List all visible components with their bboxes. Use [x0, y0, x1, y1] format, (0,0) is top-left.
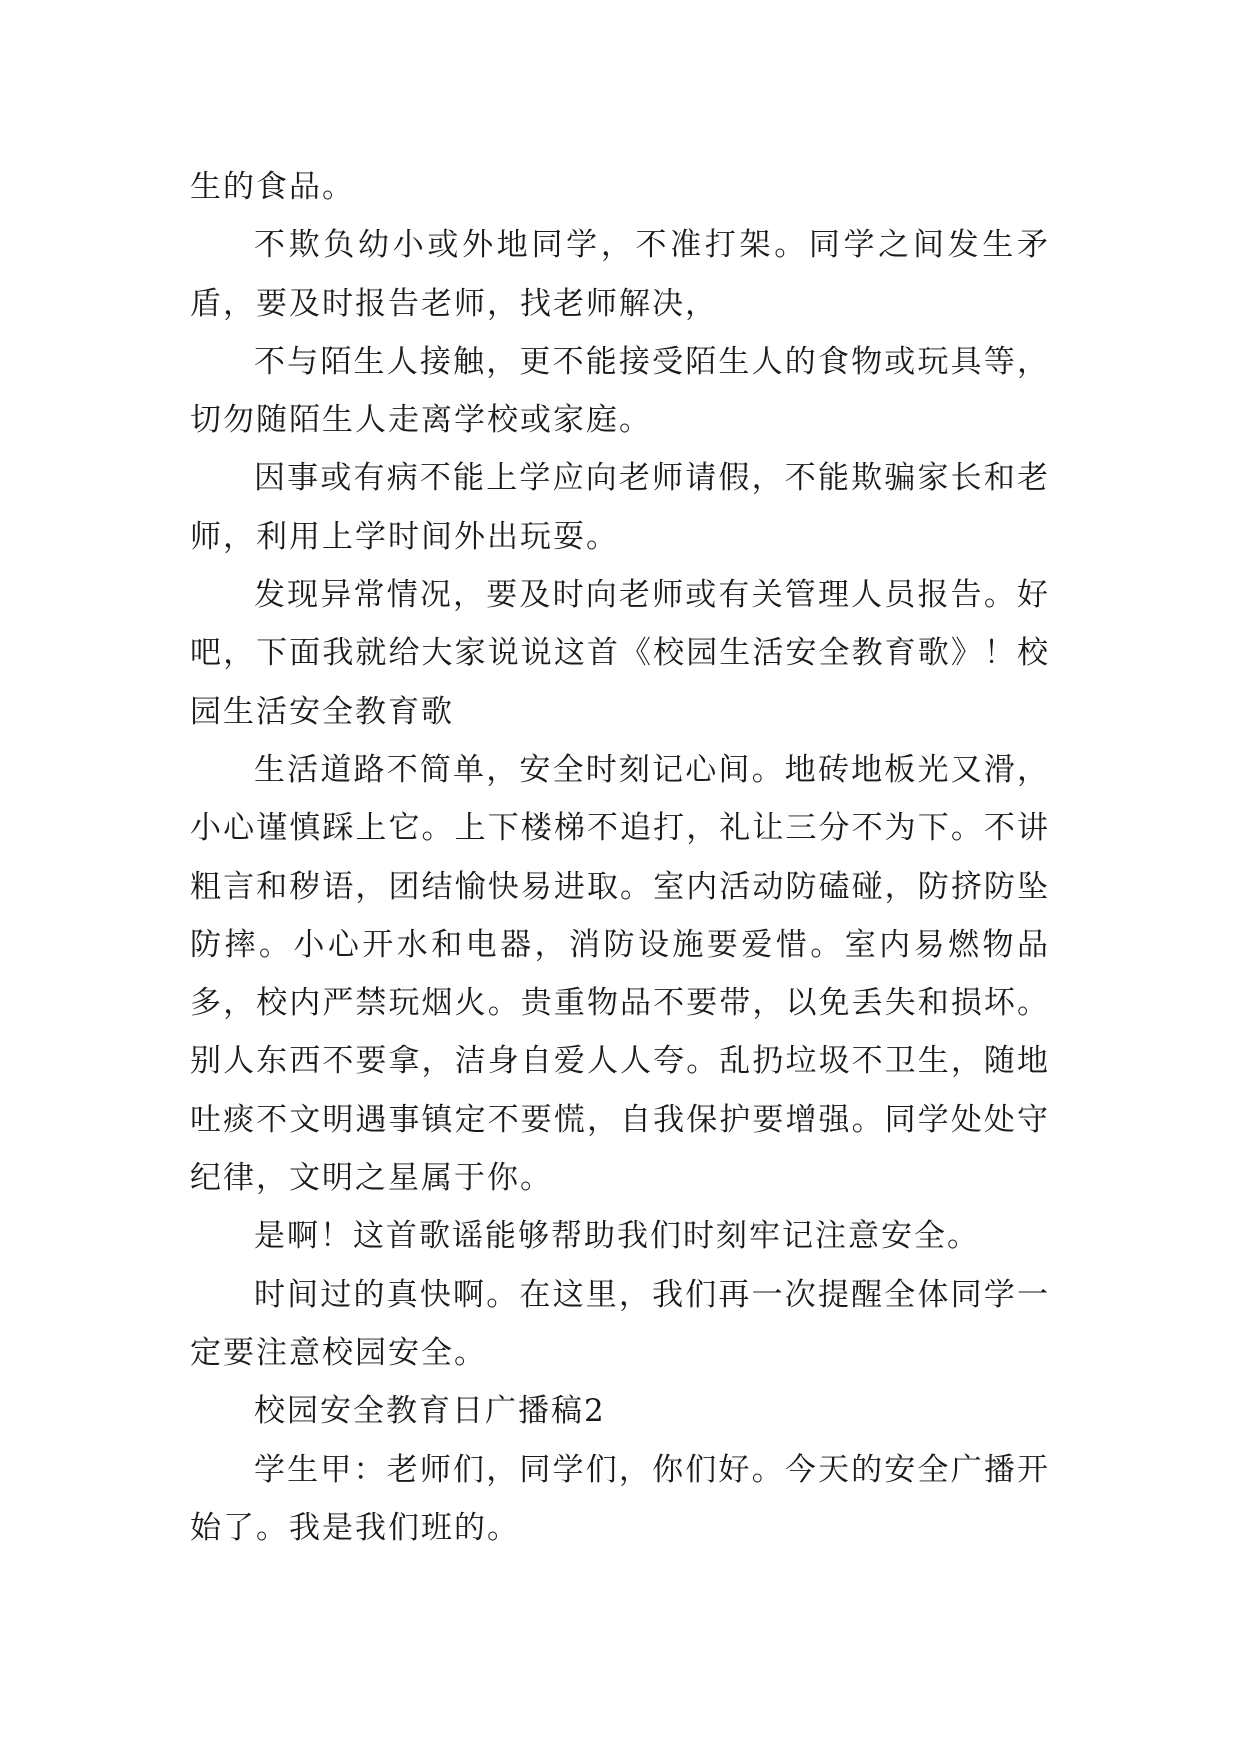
paragraph: 学生甲：老师们，同学们，你们好。今天的安全广播开始了。我是我们班的。 — [190, 1451, 1050, 1546]
paragraph: 不与陌生人接触，更不能接受陌生人的食物或玩具等，切勿随陌生人走离学校或家庭。 — [190, 343, 1050, 439]
paragraph: 是啊！这首歌谣能够帮助我们时刻牢记注意安全。 — [254, 1218, 980, 1255]
paragraph: 不欺负幼小或外地同学，不准打架。同学之间发生矛盾，要及时报告老师，找老师解决， — [190, 227, 1050, 322]
section-heading: 校园安全教育日广播稿2 — [254, 1393, 606, 1430]
paragraph: 发现异常情况，要及时向老师或有关管理人员报告。好吧，下面我就给大家说说这首《校园生活安全教育歌》！校园生活安全教育歌 — [190, 577, 1050, 730]
paragraph: 因事或有病不能上学应向老师请假，不能欺骗家长和老师，利用上学时间外出玩耍。 — [190, 460, 1050, 555]
song-paragraph: 生活道路不简单，安全时刻记心间。地砖地板光又滑，小心谨慎踩上它。上下楼梯不追打，礼让三分不为下。不讲粗言和秽语，团结愉快易进取。室内活动防磕碰，防挤防坠防摔。小心开水和电器，消防设施要爱惜。室内易燃物品多，校内严禁玩烟火。贵重物品不要带，以免丢失和损坏。别人东西不要拿，洁身自爱人人夸。乱扔垃圾不卫生，随地吐痰不文明遇事镇定不要慌，自我保护要增强。同学处处守纪律，文明之星属于你。 — [190, 751, 1050, 1197]
paragraph: 时间过的真快啊。在这里，我们再一次提醒全体同学一定要注意校园安全。 — [190, 1276, 1050, 1371]
document-body — [190, 158, 1050, 1557]
paragraph: 生的食品。 — [190, 169, 355, 205]
